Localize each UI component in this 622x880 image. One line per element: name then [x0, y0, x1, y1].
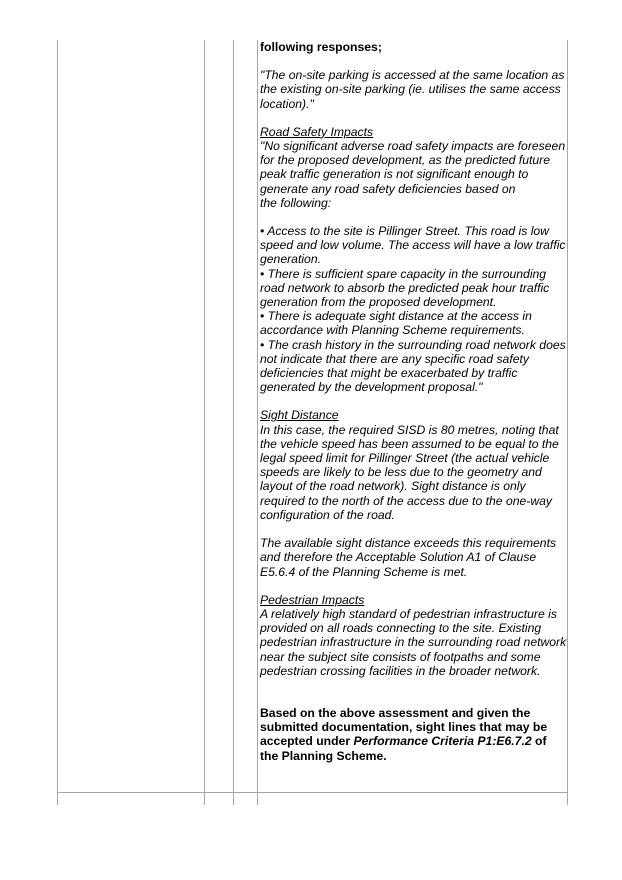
sight-distance-title: Sight Distance	[260, 408, 339, 423]
road-safety-intro-end: the following:	[260, 195, 332, 210]
bullet-item: • There is sufficient spare capacity in the surrounding road network to absorb the predicted peak hour traffic generation from the proposed development.	[260, 266, 550, 310]
table-row-divider	[57, 792, 567, 793]
conclusion-part-2: of the Planning Scheme.	[260, 734, 547, 763]
section-heading: following responses;	[260, 40, 382, 54]
road-safety-intro: "No significant adverse road safety impacts are foreseen for the proposed development, as the predicted future peak traffic generation is not significant enough to generate any road safety deficiencies based on	[260, 139, 566, 196]
bullet-item: • Access to the site is Pillinger Street. This road is low speed and low volume. The access will have a low traffic generation.	[260, 224, 566, 267]
table-column-divider	[233, 40, 234, 805]
performance-criteria: Performance Criteria P1:E6.7.2	[353, 734, 532, 749]
pedestrian-title: Pedestrian Impacts	[260, 592, 365, 607]
pedestrian-body: A relatively high standard of pedestrian infrastructure is provided on all roads connecting to the site. Existing pedestrian infrastructure in the surrounding road network near the subject site consists of footpaths and some pedestrian crossing facilities in the broader network.	[260, 606, 567, 678]
table-column-divider	[204, 40, 205, 805]
access-quote: "The on-site parking is accessed at the same location as the existing on-site parking (ie. utilises the same access location)."	[260, 68, 565, 111]
table-border-left	[57, 40, 58, 805]
bullet-item: • The crash history in the surrounding road network does not indicate that there are any specific road safety deficiencies that might be exacerbated by traffic generated by the development proposal."	[260, 337, 566, 395]
conclusion-part-1: Based on the above assessment and given the submitted documentation, sight lines that may be accepted under	[260, 705, 548, 749]
table-cell-content	[260, 40, 568, 763]
conclusion-paragraph	[260, 706, 568, 763]
road-safety-title: Road Safety Impacts	[260, 124, 374, 139]
table-column-divider	[257, 40, 258, 805]
sight-distance-body-2: The available sight distance exceeds this requirements and therefore the Acceptable Solution A1 of Clause E5.6.4 of the Planning Scheme is met.	[260, 536, 557, 579]
bullet-item: • There is adequate sight distance at the access in accordance with Planning Scheme requirements.	[260, 309, 532, 338]
sight-distance-body: In this case, the required SISD is 80 metres, noting that the vehicle speed has been assumed to be equal to the legal speed limit for Pillinger Street (the actual vehicle speeds are likely to be less due to the geometry and layout of the road network). Sight distance is only required to the north of the access due to the one-way configuration of the road.	[260, 422, 559, 522]
